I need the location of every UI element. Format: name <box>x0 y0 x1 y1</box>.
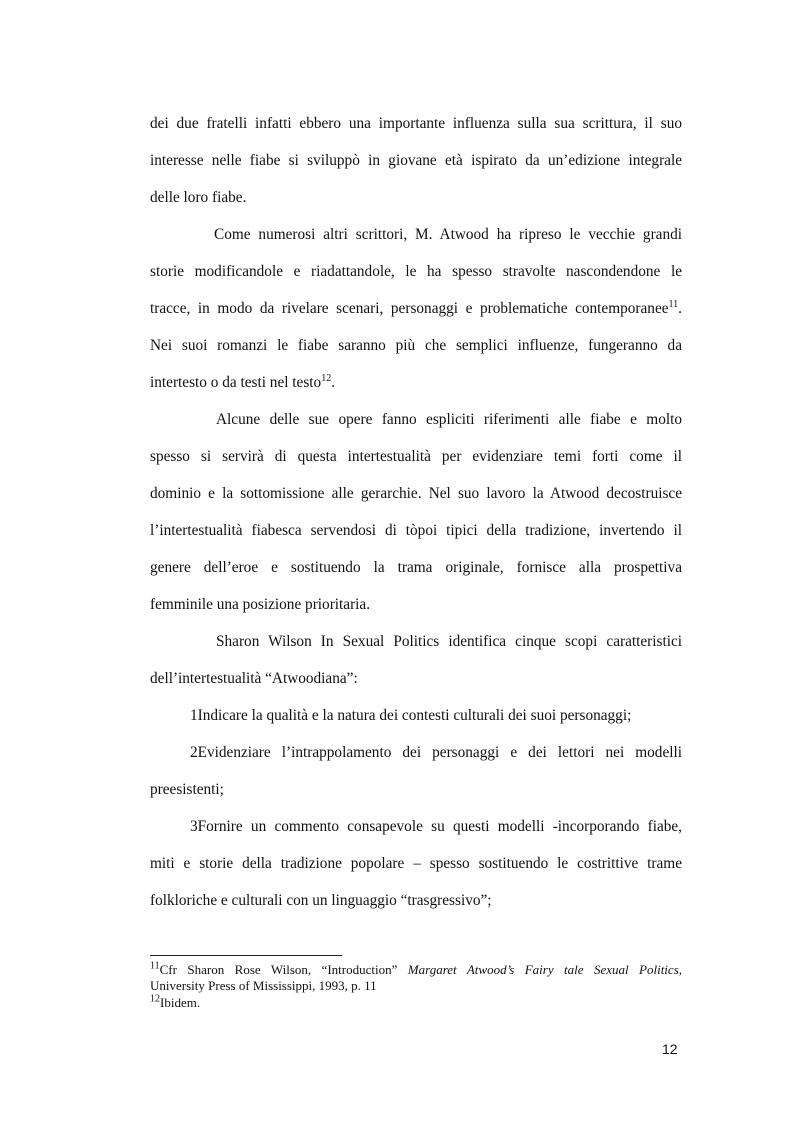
paragraph2-line1: Come numerosi altri scrittori, M. Atwood ha ripreso le vecchie grandi <box>214 226 682 243</box>
list-item-3-line3: folkloriche e culturali con un linguaggio “trasgressivo”; <box>150 892 492 909</box>
paragraph3-line1: Alcune delle sue opere fanno espliciti riferimenti alle fiabe e molto <box>216 411 682 428</box>
paragraph2-line3-text: tracce, in modo da rivelare scenari, personaggi e problematiche contemporanee <box>150 300 669 317</box>
footnote-12-text: Ibidem. <box>160 995 201 1010</box>
footnote-ref-12[interactable]: 12 <box>321 372 332 384</box>
paragraph1-line3: delle loro fiabe. <box>150 189 247 206</box>
footnote-ref-11[interactable]: 11 <box>668 298 679 310</box>
list-item-1: 1Indicare la qualità e la natura dei contesti culturali dei suoi personaggi; <box>190 707 632 724</box>
paragraph2-line5 <box>150 373 682 393</box>
paragraph3-line6: femminile una posizione prioritaria. <box>150 596 371 613</box>
paragraph2-line3 <box>150 299 682 319</box>
paragraph3-line3: dominio e la sottomissione alle gerarchie. Nel suo lavoro la Atwood decostruisce <box>150 485 682 502</box>
paragraph3-line4: l’intertestualità fiabesca servendosi di tòpoi tipici della tradizione, invertendo il <box>150 522 682 539</box>
paragraph1-line2: interesse nelle fiabe si sviluppò in giovane età ispirato da un’edizione integrale <box>150 152 682 169</box>
paragraph2-line2: storie modificandole e riadattandole, le ha spesso stravolte nascondendone le <box>150 263 682 280</box>
paragraph1-line1: dei due fratelli infatti ebbero una importante influenza sulla sua scrittura, il suo <box>150 115 682 132</box>
list-item-2-line1: 2Evidenziare l’intrappolamento dei personaggi e dei lettori nei modelli <box>190 744 682 761</box>
footnote-11-line2: University Press of Mississippi, 1993, p. 11 <box>150 978 377 993</box>
paragraph2-line3-end: . <box>678 300 682 317</box>
list-item-3-line1: 3Fornire un commento consapevole su questi modelli -incorporando fiabe, <box>190 818 682 835</box>
footnote-12-marker: 12 <box>150 993 160 1005</box>
footnote-11-marker: 11 <box>150 960 160 972</box>
footnote-11-text: Cfr Sharon Rose Wilson, “Introduction” <box>159 962 408 977</box>
list-item-2-line2: preesistenti; <box>150 781 224 798</box>
paragraph2-line4: Nei suoi romanzi le fiabe saranno più che semplici influenze, fungeranno da <box>150 337 682 354</box>
footnote-11-title: Margaret Atwood’s Fairy tale Sexual Politics, <box>407 962 682 977</box>
paragraph3-line2: spesso si servirà di questa intertestualità per evidenziare temi forti come il <box>150 448 682 465</box>
paragraph3-line5: genere dell’eroe e sostituendo la trama originale, fornisce alla prospettiva <box>150 559 682 576</box>
footnote-12 <box>150 995 682 1011</box>
footnote-11-line1 <box>150 962 682 978</box>
list-item-3-line2: miti e storie della tradizione popolare – spesso sostituendo le costrittive trame <box>150 855 682 872</box>
footnote-separator <box>150 955 342 956</box>
paragraph2-line5-text: intertesto o da testi nel testo <box>150 374 322 391</box>
paragraph4-line2: dell’intertestualità “Atwoodiana”: <box>150 670 358 687</box>
paragraph2-line5-end: . <box>331 374 336 391</box>
page-number: 12 <box>662 1041 678 1057</box>
paragraph4-line1: Sharon Wilson In Sexual Politics identifica cinque scopi caratteristici <box>216 633 682 650</box>
